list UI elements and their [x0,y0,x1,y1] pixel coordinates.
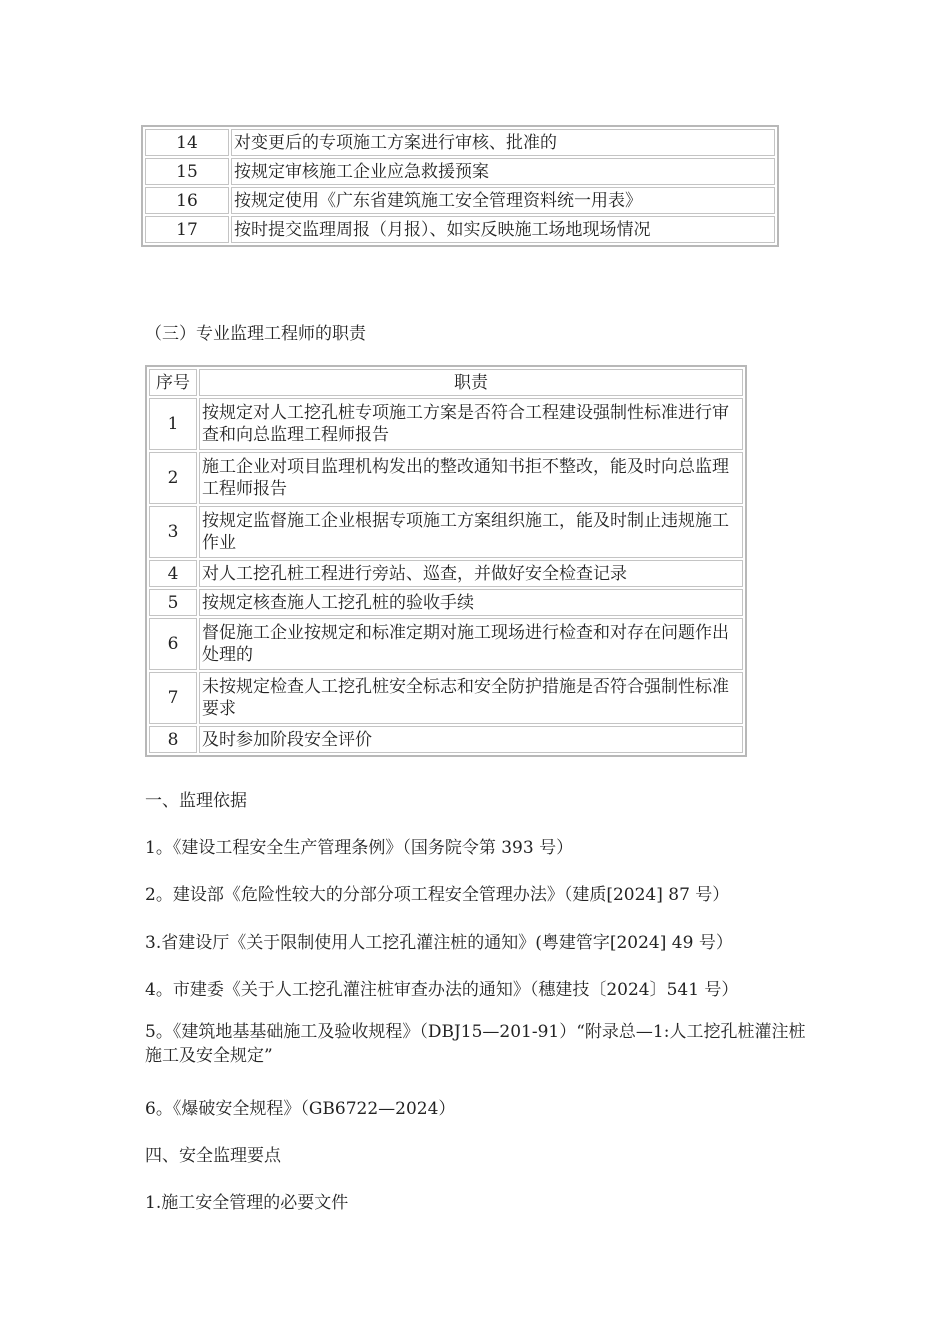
row-number: 8 [149,726,197,753]
row-number: 2 [149,452,197,504]
table-row [145,158,775,185]
subsection-heading: 1.施工安全管理的必要文件 [145,1193,349,1213]
row-text: 对变更后的专项施工方案进行审核、批准的 [231,129,775,156]
header-duty: 职责 [199,369,743,396]
row-text: 施工企业对项目监理机构发出的整改通知书拒不整改，能及时向总监理工程师报告 [199,452,743,504]
row-number: 15 [145,158,229,185]
row-text: 督促施工企业按规定和标准定期对施工现场进行检查和对存在问题作出处理的 [199,618,743,670]
section-heading: 四、安全监理要点 [145,1146,281,1166]
row-number: 3 [149,506,197,558]
table-row [149,398,743,450]
basis-heading: 一、监理依据 [145,791,247,811]
row-text: 按规定审核施工企业应急救援预案 [231,158,775,185]
basis-item: 6。《爆破安全规程》（GB6722—2024） [145,1099,456,1119]
table-row [149,672,743,724]
basis-item: 3.省建设厅《关于限制使用人工挖孔灌注桩的通知》(粤建管字[2024] 49 号） [145,933,733,953]
table-row [149,506,743,558]
row-text: 对人工挖孔桩工程进行旁站、巡查，并做好安全检查记录 [199,560,743,587]
row-text: 按规定监督施工企业根据专项施工方案组织施工，能及时制止违规施工作业 [199,506,743,558]
table-row [149,452,743,504]
basis-item: 1。《建设工程安全生产管理条例》（国务院令第 393 号） [145,838,574,858]
header-no: 序号 [149,369,197,396]
row-number: 14 [145,129,229,156]
section-heading: （三）专业监理工程师的职责 [145,324,366,344]
row-text: 按时提交监理周报（月报）、如实反映施工场地现场情况 [231,216,775,243]
table-row [149,589,743,616]
table-row [145,129,775,156]
table-header-row [149,369,743,396]
row-text: 及时参加阶段安全评价 [199,726,743,753]
table-row [145,187,775,214]
row-number: 4 [149,560,197,587]
row-number: 7 [149,672,197,724]
table-row [149,618,743,670]
basis-item: 2。建设部《危险性较大的分部分项工程安全管理办法》（建质[2024] 87 号） [145,885,730,905]
row-text: 按规定核查施人工挖孔桩的验收手续 [199,589,743,616]
row-text: 未按规定检查人工挖孔桩安全标志和安全防护措施是否符合强制性标准要求 [199,672,743,724]
supervision-duties-table-continued [141,125,779,247]
row-text: 按规定使用《广东省建筑施工安全管理资料统一用表》 [231,187,775,214]
row-number: 17 [145,216,229,243]
engineer-duties-table [145,365,747,757]
basis-item: 5。《建筑地基基础施工及验收规程》（DBJ15—201-91）“附录总—1:人工挖孔桩灌注桩施工及安全规定” [145,1022,806,1066]
table-row [149,726,743,753]
table-row [145,216,775,243]
row-number: 5 [149,589,197,616]
row-text: 按规定对人工挖孔桩专项施工方案是否符合工程建设强制性标准进行审查和向总监理工程师报告 [199,398,743,450]
row-number: 16 [145,187,229,214]
row-number: 1 [149,398,197,450]
basis-item: 4。市建委《关于人工挖孔灌注桩审查办法的通知》（穗建技〔2024〕541 号） [145,980,739,1000]
table-row [149,560,743,587]
row-number: 6 [149,618,197,670]
